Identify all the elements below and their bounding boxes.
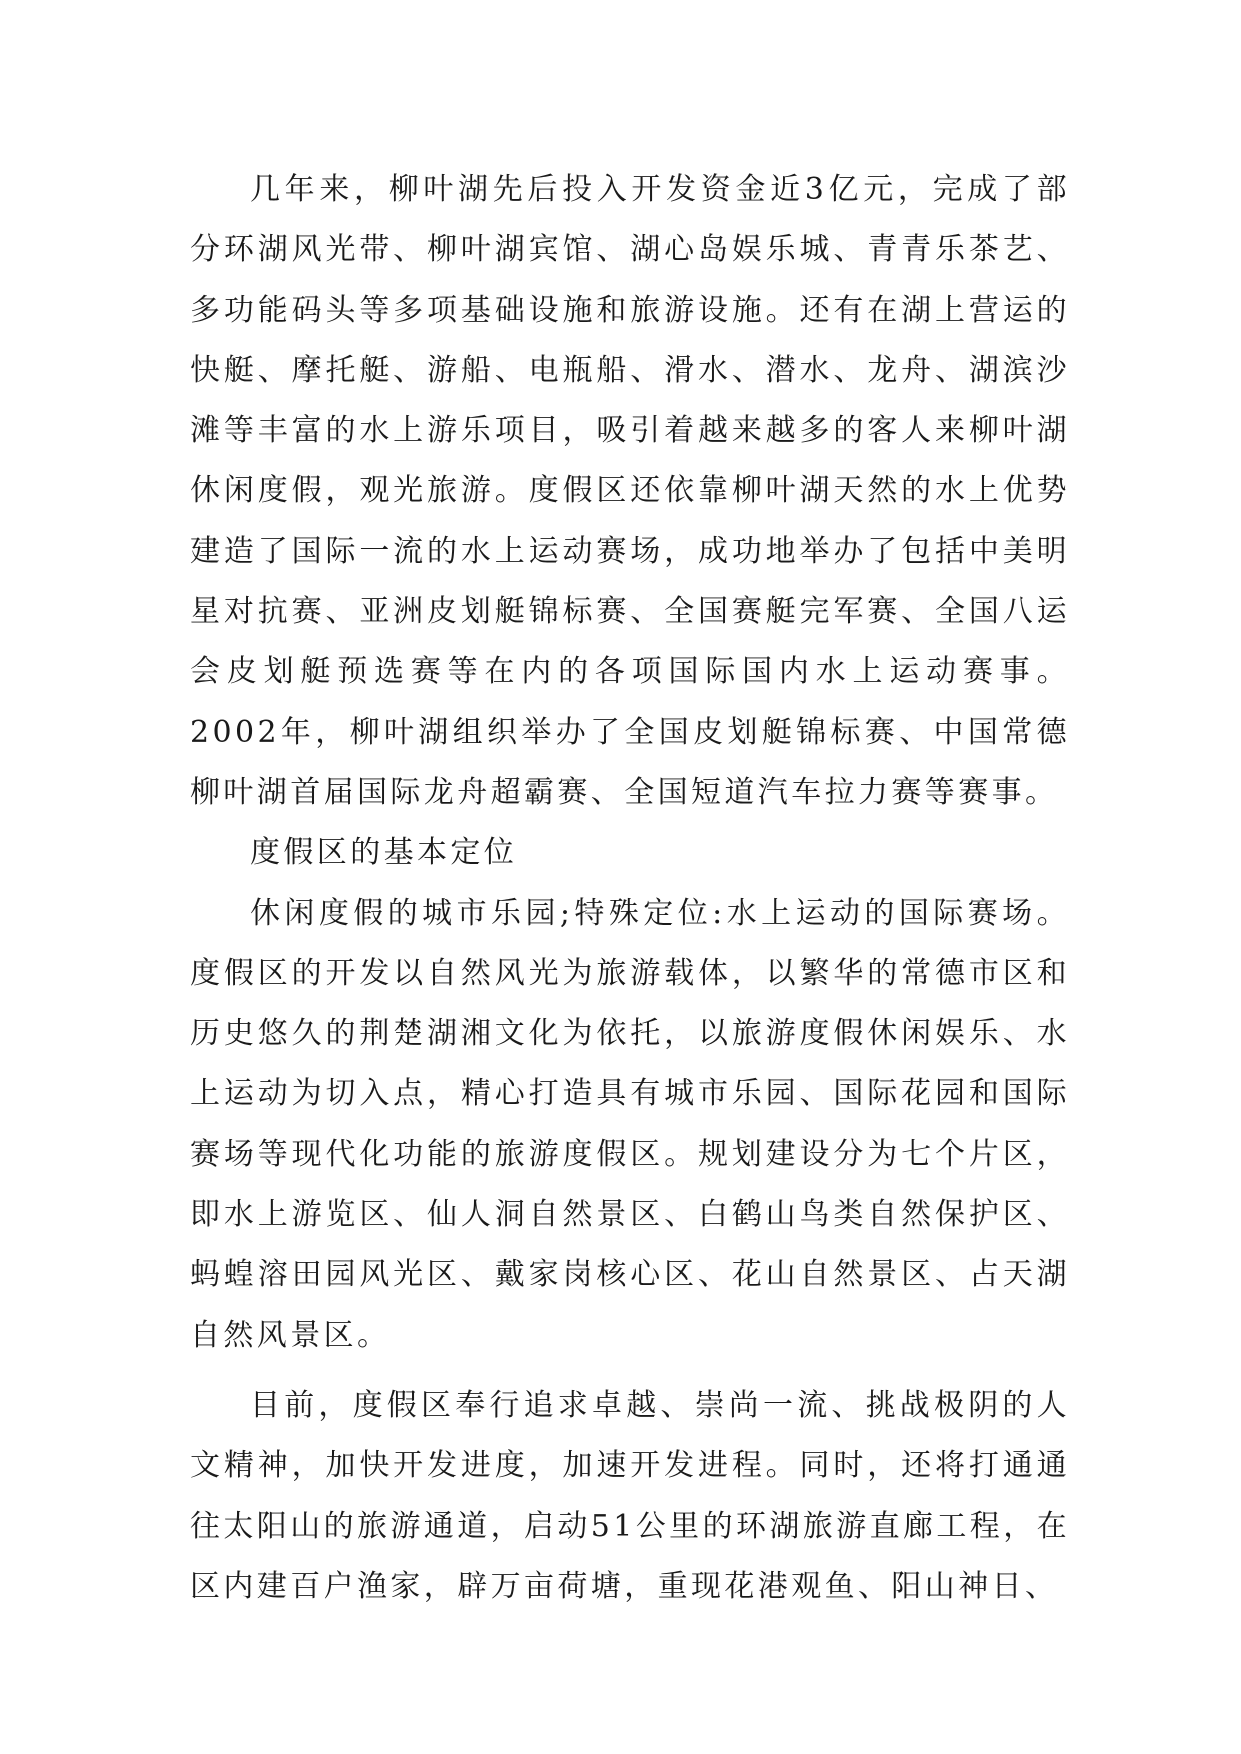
paragraph-current-plans: 目前，度假区奉行追求卓越、崇尚一流、挑战极阴的人文精神，加快开发进度，加速开发进程。同时，还将打通通往太阳山的旅游通道，启动51公里的环湖旅游直廊工程，在区内建百户渔家，辟万亩荷塘，重现花港观鱼、阳山神日、: [190, 1387, 1070, 1604]
document-body: [190, 160, 1070, 1617]
paragraph-development-history: 几年来，柳叶湖先后投入开发资金近3亿元，完成了部分环湖风光带、柳叶湖宾馆、湖心岛娱乐城、青青乐茶艺、多功能码头等多项基础设施和旅游设施。还有在湖上营运的快艇、摩托艇、游船、电瓶船、滑水、潜水、龙舟、湖滨沙滩等丰富的水上游乐项目，吸引着越来越多的客人来柳叶湖休闲度假，观光旅游。度假区还依靠柳叶湖天然的水上优势建造了国际一流的水上运动赛场，成功地举办了包括中美明星对抗赛、亚洲皮划艇锦标赛、全国赛艇完军赛、全国八运会皮划艇预选赛等在内的各项国际国内水上运动赛事。2002年，柳叶湖组织举办了全国皮划艇锦标赛、中国常德柳叶湖首届国际龙舟超霸赛、全国短道汽车拉力赛等赛事。: [190, 172, 1070, 810]
section-heading-positioning: 度假区的基本定位: [250, 835, 518, 871]
paragraph-positioning: 休闲度假的城市乐园;特殊定位:水上运动的国际赛场。度假区的开发以自然风光为旅游载体，以繁华的常德市区和历史悠久的荆楚湖湘文化为依托，以旅游度假休闲娱乐、水上运动为切入点，精心打造具有城市乐园、国际花园和国际赛场等现代化功能的旅游度假区。规划建设分为七个片区，即水上游览区、仙人洞自然景区、白鹤山鸟类自然保护区、蚂蝗溶田园风光区、戴家岗核心区、花山自然景区、占天湖自然风景区。: [190, 895, 1070, 1353]
